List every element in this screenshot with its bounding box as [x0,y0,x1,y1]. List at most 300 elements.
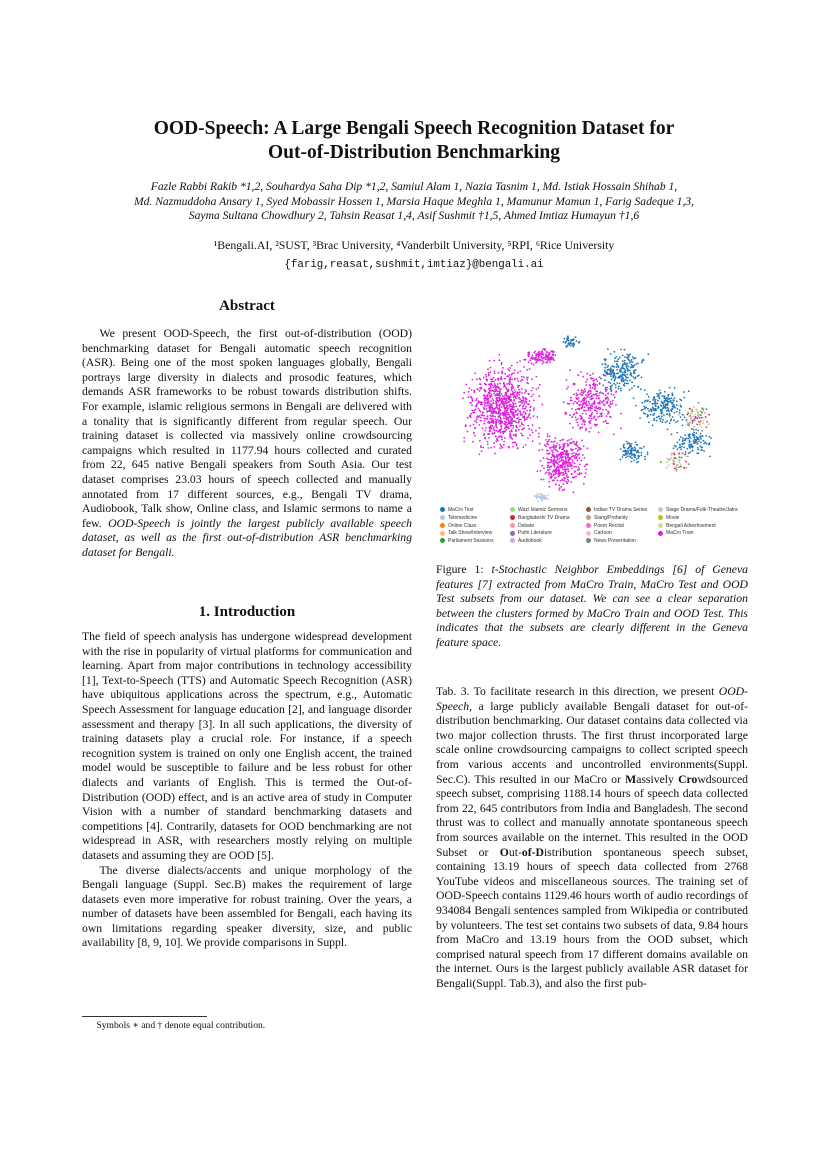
tsne-point [536,376,538,378]
tsne-point [493,377,495,379]
tsne-point [506,423,508,425]
tsne-point [570,458,572,460]
legend-swatch [440,538,445,543]
tsne-point [676,442,678,444]
tsne-point [686,419,688,421]
tsne-point [582,399,584,401]
tsne-point [624,356,626,358]
tsne-point [599,392,601,394]
tsne-point [507,408,509,410]
authors-line-3: Sayma Sultana Chowdhury 2, Tahsin Reasat 1,4, Asif Sushmit †1,5, Ahmed Imtiaz Humayun †1,6 [188,209,640,222]
tsne-point [491,404,493,406]
tsne-point [699,424,701,426]
tsne-point [538,351,540,353]
tsne-point [559,444,561,446]
tsne-point [533,415,535,417]
tsne-point [687,424,689,426]
tsne-point [463,441,465,443]
tsne-point [581,473,583,475]
tsne-point [677,420,679,422]
tsne-point [601,414,603,416]
tsne-point [498,372,500,374]
tsne-point [682,414,684,416]
tsne-point [592,378,594,380]
tsne-point [511,378,513,380]
tsne-point [668,410,670,412]
tsne-point [581,391,583,393]
tsne-point [588,390,590,392]
tsne-point [607,348,609,350]
tsne-point [472,379,474,381]
tsne-point [514,441,516,443]
tsne-point [499,395,501,397]
tsne-point [567,335,569,337]
tsne-point [577,450,579,452]
tsne-point [622,368,624,370]
tsne-point [483,434,485,436]
tsne-point [561,457,563,459]
tsne-point [500,420,502,422]
tsne-point [607,413,609,415]
tsne-point [506,396,508,398]
tsne-point [628,453,630,455]
tsne-point [492,398,494,400]
tsne-point [633,460,635,462]
tsne-point [518,392,520,394]
tsne-point [632,376,634,378]
tsne-point [506,410,508,412]
tsne-point [641,409,643,411]
tsne-point [495,421,497,423]
tsne-point [661,412,663,414]
tsne-point [520,380,522,382]
tsne-point [543,357,545,359]
tsne-point [682,439,684,441]
tsne-point [643,406,645,408]
tsne-point [594,401,596,403]
tsne-point [512,402,514,404]
tsne-point [679,412,681,414]
tsne-point [624,374,626,376]
tsne-point [485,384,487,386]
tsne-point [501,406,503,408]
tsne-point [611,370,613,372]
tsne-point [682,425,684,427]
tsne-point [498,431,500,433]
tsne-point [480,417,482,419]
tsne-point [630,450,632,452]
author-list [60,180,768,224]
tsne-point [488,375,490,377]
tsne-point [568,444,570,446]
tsne-point [528,428,530,430]
tsne-point [502,447,504,449]
tsne-point [495,387,497,389]
tsne-point [678,466,680,468]
tsne-point [695,416,697,418]
legend-label: Movie [666,514,680,521]
tsne-point [579,474,581,476]
tsne-point [544,444,546,446]
tsne-point [575,416,577,418]
tsne-point [620,448,622,450]
tsne-point [698,414,700,416]
tsne-point [627,455,629,457]
tsne-point [493,381,495,383]
tsne-point [631,443,633,445]
tsne-point [545,439,547,441]
tsne-point [608,381,610,383]
tsne-point [647,453,649,455]
tsne-point [567,337,569,339]
tsne-point [614,351,616,353]
tsne-point [633,372,635,374]
tsne-point [540,496,542,498]
tsne-point [502,395,504,397]
tsne-point [570,397,572,399]
tsne-point [595,378,597,380]
tsne-point [648,410,650,412]
tsne-point [519,398,521,400]
tsne-point [528,353,530,355]
tsne-point [531,363,533,365]
tsne-point [629,353,631,355]
tsne-point [506,429,508,431]
tsne-point [700,438,702,440]
tsne-point [644,456,646,458]
tsne-point [626,453,628,455]
tsne-point [469,425,471,427]
tsne-point [689,440,691,442]
tsne-point [655,399,657,401]
tsne-point [538,357,540,359]
tsne-point [465,426,467,428]
tsne-point [535,430,537,432]
tsne-point [474,372,476,374]
tsne-point [626,380,628,382]
tsne-point [502,414,504,416]
tsne-point [493,408,495,410]
tsne-point [546,472,548,474]
tsne-point [590,399,592,401]
tsne-point [688,423,690,425]
tsne-point [506,387,508,389]
tsne-point [549,486,551,488]
tsne-point [612,400,614,402]
tsne-point [547,458,549,460]
contact-email: {farig,reasat,sushmit,imtiaz}@bengali.ai [284,259,544,271]
tsne-point [672,394,674,396]
tsne-point [591,413,593,415]
tsne-point [585,381,587,383]
tsne-point [486,411,488,413]
tsne-point [638,456,640,458]
tsne-point [556,454,558,456]
tsne-point [517,417,519,419]
tsne-point [537,359,539,361]
tsne-point [633,385,635,387]
tsne-point [651,411,653,413]
tsne-point [552,450,554,452]
tsne-point [546,355,548,357]
tsne-point [493,410,495,412]
tsne-point [481,414,483,416]
tsne-point [496,399,498,401]
tsne-point [481,404,483,406]
tsne-point [502,398,504,400]
tsne-point [486,405,488,407]
tsne-point [616,382,618,384]
tsne-point [490,371,492,373]
tsne-point [562,484,564,486]
tsne-point [594,403,596,405]
intro-paragraph-1: The field of speech analysis has undergone widespread development with the rise in popularity of virtual platforms for communication and learning. Apart from major contributions in technology accessibility [1], Text-to-Speech (TTS) and Automatic Speech Recognition (ASR) have ubiquitous applications across the spectrum, e.g., Automatic Speech Assessment for language education [2], and language disorder assessment and therapy [3]. In all such applications, the diversity of training datasets play a crucial role. For instance, if a speech recognition system is trained on only one English accent, the trained model would be susceptible to failure and be less robust for other dialects and variants of English. This is termed the Out-of-Distribution (OOD) effect, and is an active area of study in Computer Vision with a number of standard benchmarking datasets and competitions [4]. Contrarily, datasets for OOD benchmarking are not widespread in ASR, with researchers mostly relying on multiple datasets and assuming they are OOD [5]. [82,630,412,862]
tsne-point [703,450,705,452]
tsne-point [529,406,531,408]
tsne-point [664,406,666,408]
tsne-point [684,416,686,418]
tsne-point [490,400,492,402]
tsne-point [529,434,531,436]
tsne-point [605,387,607,389]
tsne-point [697,442,699,444]
tsne-point [596,412,598,414]
tsne-point [498,399,500,401]
tsne-point [521,400,523,402]
tsne-point [581,423,583,425]
tsne-point [671,457,673,459]
legend-item [658,530,694,536]
tsne-point [571,453,573,455]
tsne-point [524,418,526,420]
tsne-point [594,424,596,426]
tsne-point [583,483,585,485]
tsne-point [561,479,563,481]
legend-label: Parliament Sessions [448,538,494,545]
tsne-point [675,457,677,459]
tsne-point [597,391,599,393]
tsne-point [474,410,476,412]
tsne-point [695,440,697,442]
tsne-point [694,438,696,440]
tsne-point [514,389,516,391]
tsne-point [587,392,589,394]
tsne-point [568,462,570,464]
tsne-point [673,463,675,465]
legend-item [586,530,612,536]
tsne-point [582,454,584,456]
tsne-point [641,360,643,362]
tsne-point [643,412,645,414]
tsne-point [668,465,670,467]
tsne-point [560,473,562,475]
tsne-point [510,396,512,398]
tsne-point [550,462,552,464]
legend-label: Bangladeshi TV Drama [518,514,570,521]
tsne-point [596,397,598,399]
tsne-point [559,487,561,489]
tsne-point [510,394,512,396]
tsne-point [512,386,514,388]
tsne-point [474,435,476,437]
tsne-point [557,465,559,467]
tsne-point [573,403,575,405]
tsne-point [573,477,575,479]
tsne-point [590,392,592,394]
tsne-point [632,361,634,363]
tsne-point [568,403,570,405]
tsne-point [599,415,601,417]
legend-swatch [586,531,591,536]
tsne-point [547,466,549,468]
tsne-point [494,395,496,397]
tsne-point [691,447,693,449]
tsne-point [706,421,708,423]
tsne-point [497,383,499,385]
tsne-point [483,412,485,414]
tsne-point [468,396,470,398]
tsne-point [576,398,578,400]
tsne-point [569,414,571,416]
tsne-point [634,377,636,379]
tsne-point [471,410,473,412]
tsne-point [644,458,646,460]
tsne-point [682,419,684,421]
tsne-point [475,399,477,401]
tsne-point [487,415,489,417]
tsne-point [547,495,549,497]
tsne-point [516,362,518,364]
tsne-point [634,447,636,449]
tsne-point [474,427,476,429]
tsne-point [527,437,529,439]
tsne-point [483,389,485,391]
tsne-point [535,356,537,358]
tsne-point [507,383,509,385]
tsne-point [697,430,699,432]
tsne-point [517,372,519,374]
tsne-point [700,442,702,444]
tsne-point [571,438,573,440]
tsne-point [562,472,564,474]
tsne-point [531,429,533,431]
tsne-point [604,358,606,360]
tsne-point [630,373,632,375]
tsne-point [543,348,545,350]
tsne-point [652,424,654,426]
tsne-point [625,370,627,372]
tsne-point [470,396,472,398]
tsne-point [489,392,491,394]
tsne-point [591,418,593,420]
tsne-point [606,415,608,417]
tsne-point [519,419,521,421]
tsne-point [475,406,477,408]
tsne-point [593,379,595,381]
tsne-point [599,383,601,385]
tsne-point [635,369,637,371]
tsne-point [462,398,464,400]
tsne-point [673,447,675,449]
tsne-point [618,388,620,390]
tsne-point [680,416,682,418]
tsne-point [616,360,618,362]
tsne-point [559,446,561,448]
tsne-point [676,401,678,403]
tsne-point [492,400,494,402]
tsne-point [474,420,476,422]
tsne-point [638,375,640,377]
tsne-point [503,444,505,446]
tsne-point [567,466,569,468]
tsne-point [605,420,607,422]
tsne-point [576,402,578,404]
tsne-point [547,465,549,467]
tsne-point [585,384,587,386]
tsne-point [484,438,486,440]
tsne-point [646,393,648,395]
tsne-point [588,421,590,423]
tsne-point [610,388,612,390]
tsne-point [700,445,702,447]
tsne-point [667,429,669,431]
tsne-point [473,432,475,434]
tsne-point [517,422,519,424]
tsne-point [538,387,540,389]
tsne-point [553,479,555,481]
tsne-point [521,403,523,405]
tsne-point [599,403,601,405]
tsne-point [517,380,519,382]
tsne-point [669,387,671,389]
tsne-point [624,360,626,362]
tsne-point [587,447,589,449]
tsne-point [577,408,579,410]
tsne-point [563,479,565,481]
tsne-point [529,400,531,402]
tsne-point [525,406,527,408]
tsne-point [676,404,678,406]
tsne-point [631,359,633,361]
legend-swatch [440,531,445,536]
tsne-point [573,441,575,443]
tsne-point [599,376,601,378]
legend-label: MaCro Train [666,530,694,537]
tsne-point [476,417,478,419]
tsne-point [570,342,572,344]
tsne-point [463,392,465,394]
tsne-point [555,471,557,473]
tsne-point [577,445,579,447]
legend-item [510,523,534,529]
footnote-rule [82,1016,207,1017]
tsne-point [574,443,576,445]
tsne-point [647,452,649,454]
tsne-point [620,388,622,390]
tsne-point [578,397,580,399]
tsne-point [504,378,506,380]
tsne-point [529,368,531,370]
tsne-point [504,395,506,397]
tsne-point [547,441,549,443]
tsne-point [659,418,661,420]
tsne-point [670,420,672,422]
tsne-point [635,363,637,365]
tsne-point [503,401,505,403]
tsne-point [471,405,473,407]
tsne-point [582,376,584,378]
tsne-point [598,395,600,397]
